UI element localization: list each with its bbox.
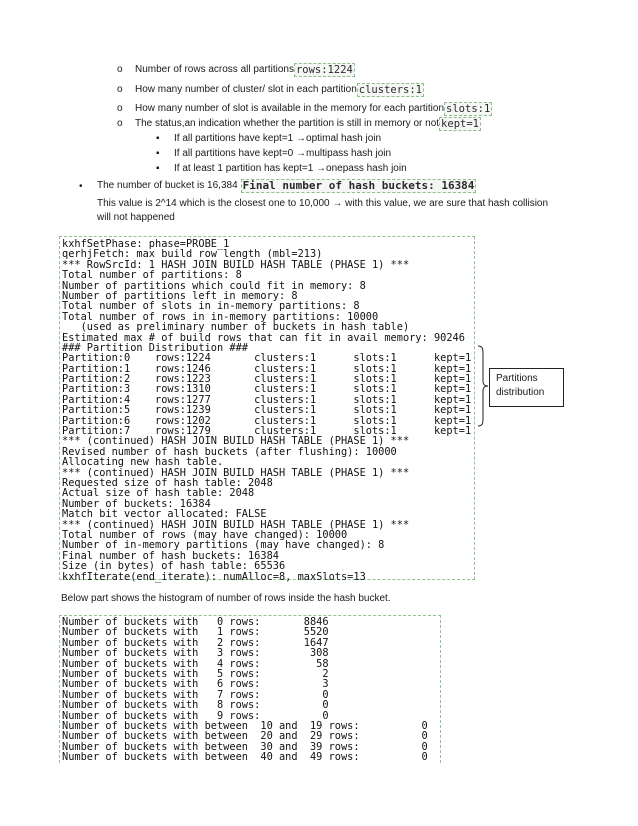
sub-bullet-code: rows:1224 <box>295 64 353 76</box>
square-bullet-item <box>174 162 407 175</box>
square-bullet-after: multipass hash join <box>306 148 392 159</box>
histogram-line: Number of buckets with 4 rows: 58 <box>62 657 329 670</box>
histogram-line: Number of buckets with 6 rows: 3 <box>62 678 329 691</box>
arrow-icon: → <box>296 133 307 144</box>
trace-line: Number of in-memory partitions (may have changed): 8 <box>62 539 385 552</box>
square-bullet-marker: ▪ <box>156 163 160 174</box>
arrow-icon: → <box>296 148 307 159</box>
sub-bullet-marker: o <box>117 64 123 75</box>
trace-line: kxhfSetPhase: phase=PROBE_1 <box>62 238 230 250</box>
histogram-line: Number of buckets with 3 rows: 308 <box>62 647 329 660</box>
histogram-line: Number of buckets with 7 rows: 0 <box>62 688 329 701</box>
square-bullet-before: If all partitions have kept=0 <box>174 148 297 159</box>
sub-bullet-item <box>135 83 424 97</box>
square-bullet-marker: ▪ <box>156 148 160 159</box>
trace-line: ### Partition Distribution ### <box>62 341 248 354</box>
trace-line: Total number of rows (may have changed): 10000 <box>62 528 348 541</box>
sub-bullet-text: How many number of slot is available in the memory for each partition <box>135 103 445 114</box>
main-bullet-code: Final number of hash buckets: 16384 <box>242 179 475 192</box>
sub-bullet-text: Number of rows across all partitions <box>135 64 294 75</box>
sub-bullet-marker: o <box>117 84 123 95</box>
square-bullet-after: onepass hash join <box>326 163 407 174</box>
sub-bullet-code: slots:1 <box>446 103 491 115</box>
brace-icon <box>476 345 490 427</box>
trace-line: *** (continued) HASH JOIN BUILD HASH TABLE (PHASE 1) *** <box>62 518 410 531</box>
trace-line: Partition:4 rows:1277 clusters:1 slots:1 kept=1 <box>62 393 472 406</box>
square-bullet-marker: ▪ <box>156 133 160 144</box>
arrow-icon: → <box>332 198 343 209</box>
trace-line: Final number of hash buckets: 16384 <box>62 549 279 562</box>
trace-line: Total number of rows in in-memory partitions: 10000 <box>62 310 379 323</box>
partitions-distribution-callout <box>489 368 564 407</box>
callout-line-1: Partitions <box>496 373 538 384</box>
trace-line: *** (continued) HASH JOIN BUILD HASH TABLE (PHASE 1) *** <box>62 435 410 448</box>
main-bullet-line-3: will not happened <box>97 212 175 223</box>
trace-line: Revised number of hash buckets (after flushing): 10000 <box>62 445 397 458</box>
trace-line: Match bit vector allocated: FALSE <box>62 508 267 521</box>
sub-bullet-text: The status,an indication whether the partition is still in memory or not <box>135 118 440 129</box>
histogram-line: Number of buckets with 8 rows: 0 <box>62 699 329 712</box>
square-bullet-item <box>174 147 391 160</box>
trace-line: qerhjFetch: max build row length (mbl=213) <box>62 248 323 261</box>
histogram-line: Number of buckets with 5 rows: 2 <box>62 667 329 680</box>
callout-line-2: distribution <box>496 387 545 398</box>
sub-bullet-code: kept=1 <box>441 118 479 130</box>
main-bullet-line-2-before: This value is 2^14 which is the closest one to 10,000 <box>97 198 333 209</box>
trace-line: (used as preliminary number of buckets in hash table) <box>62 321 410 334</box>
histogram-line: Number of buckets with between 20 and 29 rows: 0 <box>62 730 428 743</box>
trace-output-box <box>59 236 475 583</box>
trace-line: Number of buckets: 16384 <box>62 497 211 510</box>
trace-line: *** (continued) HASH JOIN BUILD HASH TABLE (PHASE 1) *** <box>62 466 410 479</box>
trace-line: Size (in bytes) of hash table: 65536 <box>62 560 286 573</box>
histogram-output <box>62 617 428 762</box>
trace-line: Actual size of hash table: 2048 <box>62 487 255 500</box>
trace-line: Estimated max # of build rows that can fit in avail memory: 90246 <box>62 331 465 344</box>
trace-line: Partition:3 rows:1310 clusters:1 slots:1 kept=1 <box>62 383 472 396</box>
main-bullet-line-1 <box>97 179 476 193</box>
square-bullet-item <box>174 132 381 145</box>
trace-line: Total number of partitions: 8 <box>62 269 242 282</box>
trace-line: Partition:6 rows:1202 clusters:1 slots:1 kept=1 <box>62 414 472 427</box>
trace-line: Number of partitions which could fit in memory: 8 <box>62 279 366 292</box>
histogram-line: Number of buckets with between 10 and 19 rows: 0 <box>62 719 428 732</box>
trace-line: Partition:0 rows:1224 clusters:1 slots:1 kept=1 <box>62 352 472 365</box>
histogram-line: Number of buckets with between 40 and 49 rows: 0 <box>62 751 428 764</box>
trace-line: kxhfIterate(end_iterate): numAlloc=8, maxSlots=13 <box>62 570 366 583</box>
trace-line: Allocating new hash table. <box>62 456 224 469</box>
main-bullet-line-2 <box>97 197 548 210</box>
histogram-line: Number of buckets with 2 rows: 1647 <box>62 636 329 649</box>
main-bullet-marker: • <box>79 181 83 192</box>
trace-line: Partition:5 rows:1239 clusters:1 slots:1 kept=1 <box>62 404 472 417</box>
trace-line: Total number of slots in in-memory partitions: 8 <box>62 300 360 313</box>
square-bullet-before: If all partitions have kept=1 <box>174 133 297 144</box>
sub-bullet-text: How many number of cluster/ slot in each partition <box>135 84 357 95</box>
sub-bullet-item <box>135 102 492 116</box>
trace-line: Partition:2 rows:1223 clusters:1 slots:1 kept=1 <box>62 373 472 386</box>
trace-line: *** RowSrcId: 1 HASH JOIN BUILD HASH TABLE (PHASE 1) *** <box>62 258 410 271</box>
square-bullet-before: If at least 1 partition has kept=1 <box>174 163 317 174</box>
histogram-line: Number of buckets with 1 rows: 5520 <box>62 626 329 639</box>
histogram-line: Number of buckets with 0 rows: 8846 <box>62 616 329 628</box>
arrow-icon: → <box>316 163 327 174</box>
square-bullet-after: optimal hash join <box>306 133 382 144</box>
sub-bullet-marker: o <box>117 103 123 114</box>
trace-line: Partition:7 rows:1279 clusters:1 slots:1 kept=1 <box>62 425 472 438</box>
histogram-box <box>59 615 441 763</box>
main-bullet-line-2-after: with this value, we are sure that hash collision <box>342 198 549 209</box>
main-bullet-text: The number of bucket is 16,384 <box>97 180 238 191</box>
trace-output <box>62 239 471 582</box>
trace-line: Number of partitions left in memory: 8 <box>62 289 298 302</box>
trace-line: Requested size of hash table: 2048 <box>62 476 273 489</box>
sub-bullet-code: clusters:1 <box>358 84 422 96</box>
trace-line: Partition:1 rows:1246 clusters:1 slots:1 kept=1 <box>62 362 472 375</box>
sub-bullet-item <box>135 117 481 131</box>
sub-bullet-item <box>135 63 355 77</box>
histogram-line: Number of buckets with between 30 and 39 rows: 0 <box>62 740 428 753</box>
histogram-intro-text: Below part shows the histogram of number of rows inside the hash bucket. <box>61 593 391 604</box>
histogram-line: Number of buckets with 9 rows: 0 <box>62 709 329 722</box>
sub-bullet-marker: o <box>117 118 123 129</box>
